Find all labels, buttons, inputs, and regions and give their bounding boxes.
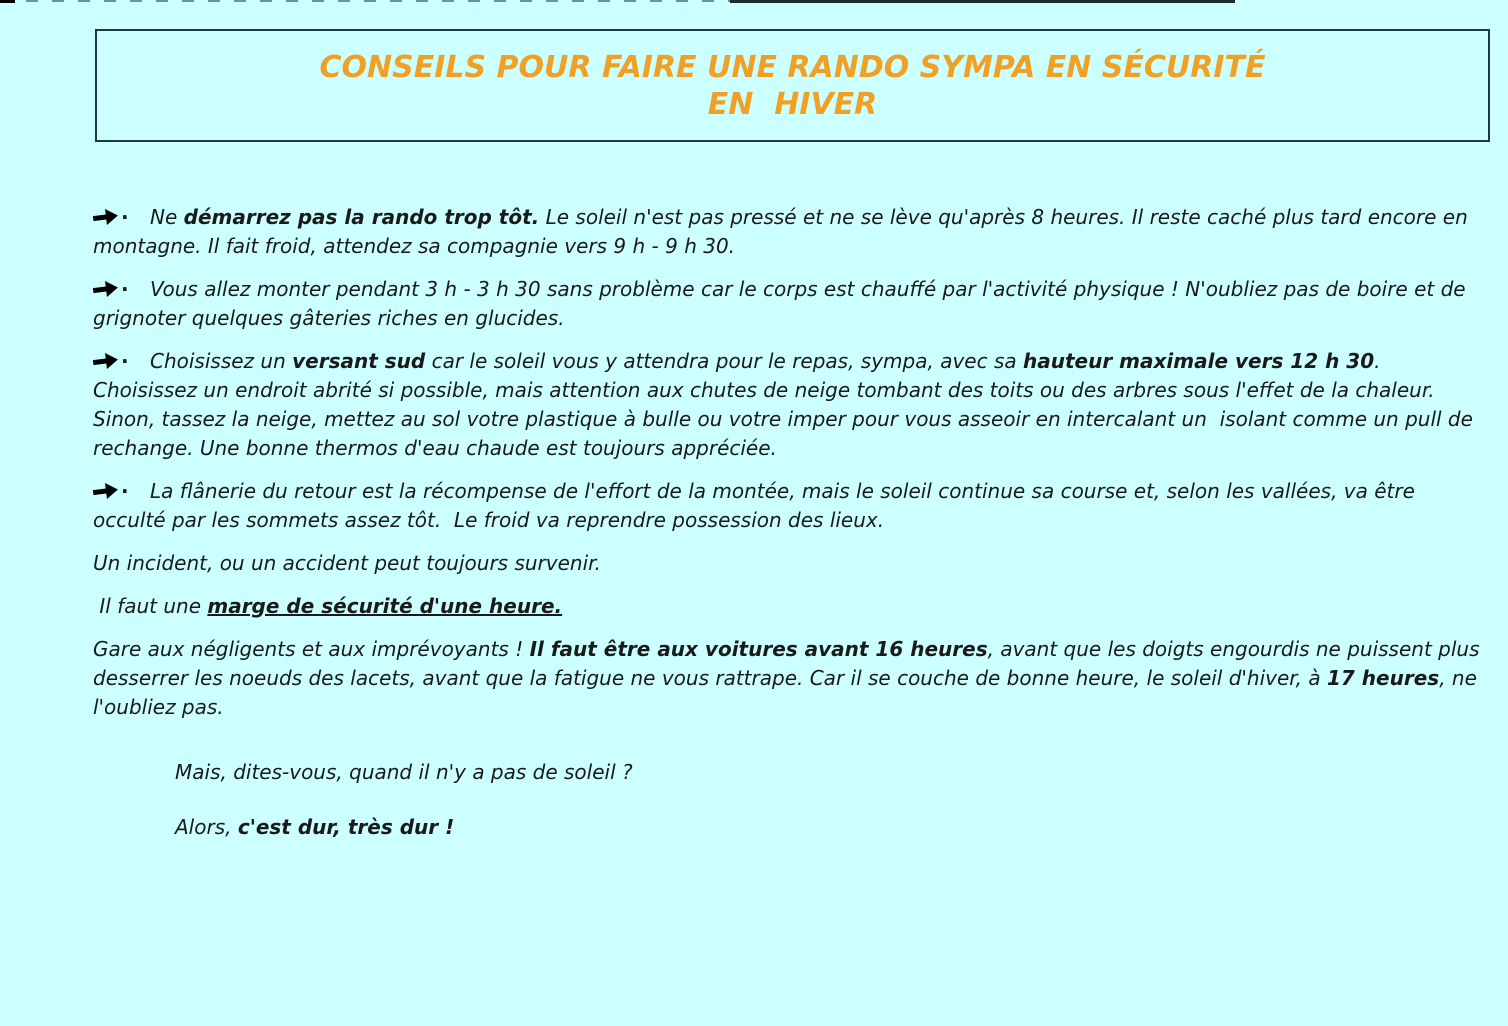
text-run: Il faut être aux voitures avant 16 heures xyxy=(529,637,988,661)
paragraph xyxy=(93,549,1483,578)
paragraph xyxy=(93,813,1483,842)
paragraph xyxy=(93,635,1486,722)
top-left-corner-tick xyxy=(0,0,15,3)
paragraph xyxy=(93,347,1483,463)
text-run: 17 heures xyxy=(1327,666,1440,690)
text-run: hauteur maximale vers 12 h 30 xyxy=(1023,349,1375,373)
arrow-right-icon: · xyxy=(93,347,150,376)
text-run: c'est dur, très dur ! xyxy=(237,815,455,839)
text-run: car le soleil vous y attendra pour le repas, sympa, avec sa xyxy=(425,349,1023,373)
text-run: Mais, dites-vous, quand il n'y a pas de soleil ? xyxy=(175,760,633,784)
paragraph xyxy=(93,758,1483,787)
text-run: Il faut une xyxy=(93,594,208,618)
paragraph xyxy=(93,275,1483,333)
text-run: Vous allez monter pendant 3 h - 3 h 30 sans problème car le corps est chauffé par l'activité physique ! N'oubliez pas de boire et de grignoter quelques gâteries riches en glucides. xyxy=(93,277,1472,330)
paragraph xyxy=(93,477,1483,535)
text-run: , avant que les doigts engourdis ne puissent plus desserrer les noeuds des lacets, avant que la fatigue ne vous rattrape. Car il se couche de bonne heure, le soleil d'hiver, à xyxy=(93,637,1486,690)
text-run: Gare aux négligents et aux imprévoyants ! xyxy=(93,637,530,661)
text-run: marge de sécurité d'une heure. xyxy=(207,594,563,618)
page-title-line-1: CONSEILS POUR FAIRE UNE RANDO SYMPA EN SÉCURITÉ xyxy=(319,49,1266,85)
text-run: versant sud xyxy=(292,349,426,373)
text-run: Choisissez un xyxy=(150,349,293,373)
text-run: Un incident, ou un accident peut toujours survenir. xyxy=(93,551,601,575)
text-run: , ne l'oubliez pas. xyxy=(93,666,1484,719)
text-run: Alors, xyxy=(175,815,238,839)
text-run: Ne xyxy=(150,205,184,229)
text-run: . Choisissez un endroit abrité si possible, mais attention aux chutes de neige tombant des toits ou des arbres sous l'effet de la chaleur. Sinon, tassez la neige, mettez au sol votre plastique à bulle ou votre imper pour vous asseoir en intercalant un isolant comme un pull de rechange. Une bonne thermos d'eau chaude est toujours appréciée. xyxy=(93,349,1480,460)
paragraph xyxy=(93,592,1483,621)
text-run: Le soleil n'est pas pressé et ne se lève qu'après 8 heures. Il reste caché plus tard encore en montagne. Il fait froid, attendez sa compagnie vers 9 h - 9 h 30. xyxy=(93,205,1475,258)
arrow-right-icon: · xyxy=(93,203,150,232)
content xyxy=(93,203,1486,856)
title-box xyxy=(95,29,1490,142)
paragraph xyxy=(93,203,1483,261)
top-edge-dark-bar xyxy=(730,0,1235,3)
arrow-right-icon: · xyxy=(93,275,150,304)
text-run: La flânerie du retour est la récompense de l'effort de la montée, mais le soleil continue sa course et, selon les vallées, va être occulté par les sommets assez tôt. Le froid va reprendre possession des lieux. xyxy=(93,479,1422,532)
text-run: démarrez pas la rando trop tôt. xyxy=(183,205,540,229)
arrow-right-icon: · xyxy=(93,477,150,506)
page-title-line-2: EN HIVER xyxy=(707,86,878,122)
